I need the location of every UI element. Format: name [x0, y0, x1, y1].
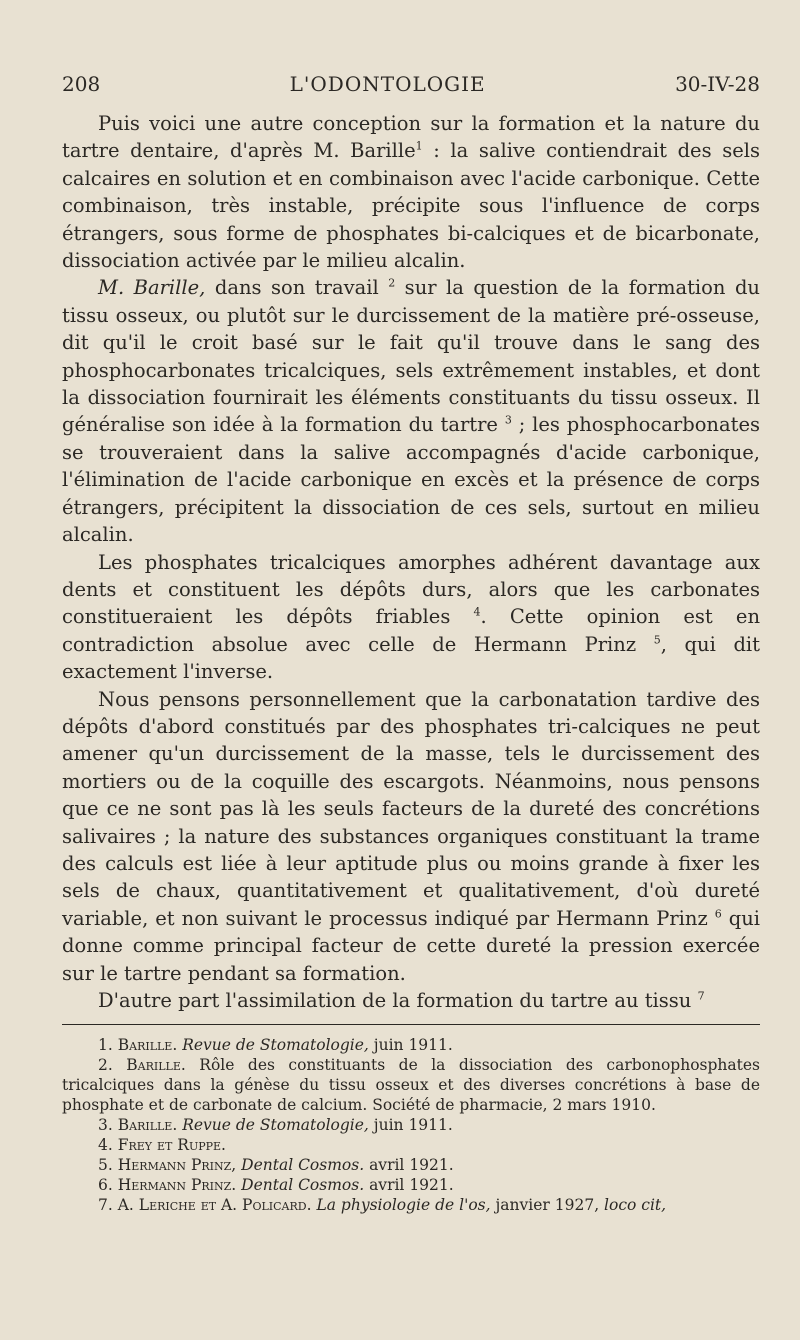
paragraph-5 [62, 987, 760, 1014]
footnote-number: 3. [98, 1116, 113, 1135]
issue-date: 30-IV-28 [675, 72, 760, 96]
footnote-3 [62, 1115, 760, 1135]
footnote-tail: loco cit, [604, 1196, 667, 1215]
p3-text-a: Les phosphates tricalciques amorphes adhérent davantage aux dents et constituent les dépôts durs, alors que les carbonates constitueraient les dépôts friables [62, 550, 760, 629]
paragraph-2 [62, 274, 760, 548]
paragraph-1 [62, 110, 760, 274]
footnote-ref-6: 6 [714, 907, 722, 921]
footnote-detail: juin 1911. [368, 1036, 453, 1055]
footnote-2 [62, 1055, 760, 1115]
footnote-6 [62, 1175, 760, 1195]
journal-title: L'ODONTOLOGIE [289, 72, 486, 96]
footnote-ref-1: 1 [415, 139, 423, 153]
paragraph-3 [62, 549, 760, 686]
footnote-work: Revue de Stomatologie, [182, 1036, 369, 1055]
footnote-author: Barille. [126, 1056, 186, 1075]
p3-text-b: . Cette opinion est en contradiction absolue avec celle de Hermann Prinz [62, 605, 761, 656]
p4-text-a: Nous pensons personnellement que la carbonatation tardive des dépôts d'abord constitués par des phosphates tri-calciques ne peut amener qu'un durcissement de la masse, tels le durcissement des mortiers ou de la coquille des escargots. Néanmoins, nous pensons que ce ne sont pas là les seuls facteurs de la dureté des concrétions salivaires ; la nature des substances organiques constituant la trame des calculs est liée à leur aptitude plus ou moins grande à fixer les sels de chaux, quantitativement et qualitativement, d'où dureté variable, et non suivant le processus indiqué par Hermann Prinz [62, 687, 760, 930]
footnotes [62, 1035, 760, 1215]
p2-text-b: sur la question de la formation du tissu osseux, ou plutôt sur le durcissement de la matière pré-osseuse, dit qu'il le croit basé sur le fait qu'il trouve dans le sang des phosphocarbonates tricalciques, sels extrêmement instables, et dont la dissociation fournirait les éléments constituants du tissu osseux. Il généralise son idée à la formation du tartre [62, 276, 760, 437]
p4-text-b: qui donne comme principal facteur de cette dureté la pression exercée sur le tartre pendant sa formation. [62, 906, 760, 985]
p5-text: D'autre part l'assimilation de la formation du tartre au tissu [98, 989, 692, 1012]
footnote-ref-5: 5 [653, 633, 661, 647]
footnote-rule [62, 1024, 760, 1025]
p3-text-c: , qui dit exactement l'inverse. [62, 632, 760, 684]
footnote-number: 1. [98, 1036, 113, 1055]
footnote-author: A. Leriche et A. Policard. [117, 1196, 312, 1215]
footnote-ref-7: 7 [697, 989, 705, 1003]
footnote-detail: Rôle des constituants de la dissociation des carbonophosphates tricalciques dans la génèse du tissu osseux et des diverses concrétions à base de phosphate et de carbonate de calcium. Société de pharmacie, 2 mars 1910. [62, 1056, 760, 1115]
footnote-number: 5. [98, 1156, 113, 1175]
main-text [62, 110, 760, 1014]
footnote-number: 7. [98, 1196, 113, 1215]
footnote-author: Hermann Prinz, [117, 1156, 237, 1175]
paragraph-4 [62, 686, 760, 987]
footnote-work: Dental Cosmos. [241, 1176, 365, 1195]
footnote-work: Dental Cosmos. [241, 1156, 365, 1175]
running-header [62, 72, 760, 96]
page-number: 208 [62, 72, 101, 96]
footnote-detail: avril 1921. [364, 1156, 454, 1175]
footnote-number: 2. [98, 1056, 113, 1075]
author-name: M. Barille, [98, 276, 206, 300]
footnote-ref-3: 3 [504, 413, 512, 427]
footnote-author: Frey et Ruppe. [117, 1136, 226, 1155]
footnote-5 [62, 1155, 760, 1175]
footnote-work: Revue de Stomatologie, [182, 1116, 369, 1135]
footnote-work: La physiologie de l'os, [316, 1196, 491, 1215]
footnote-detail: avril 1921. [364, 1176, 454, 1195]
p1-text-b: : la salive contiendrait des sels calcaires en solution et en combinaison avec l'acide carbonique. Cette combinaison, très instable, précipite sous l'influence de corps étrangers, sous forme de phosphates bi-calciques et de bicarbonate, dissociation activée par le milieu alcalin. [62, 139, 760, 273]
p2-text-c: ; les phosphocarbonates se trouveraient dans la salive accompagnés d'acide carbonique, l'élimination de l'acide carbonique en excès et la présence de corps étrangers, précipitent la dissociation de ces sels, surtout en milieu alcalin. [62, 413, 760, 547]
footnote-author: Hermann Prinz. [117, 1176, 237, 1195]
footnote-ref-2: 2 [388, 276, 396, 290]
footnote-number: 4. [98, 1136, 113, 1155]
p1-text-a: Puis voici une autre conception sur la formation et la nature du tartre dentaire, d'après M. Barille [62, 112, 760, 163]
footnote-author: Barille. [117, 1116, 178, 1135]
p2-text-a: dans son travail [205, 276, 389, 300]
footnote-ref-4: 4 [473, 605, 481, 619]
footnote-number: 6. [98, 1176, 113, 1195]
footnote-1 [62, 1035, 760, 1055]
footnote-4 [62, 1135, 760, 1155]
footnote-detail: janvier 1927, [490, 1196, 605, 1215]
footnote-7 [62, 1195, 760, 1215]
footnote-author: Barille. [117, 1036, 178, 1055]
footnote-detail: juin 1911. [368, 1116, 453, 1135]
